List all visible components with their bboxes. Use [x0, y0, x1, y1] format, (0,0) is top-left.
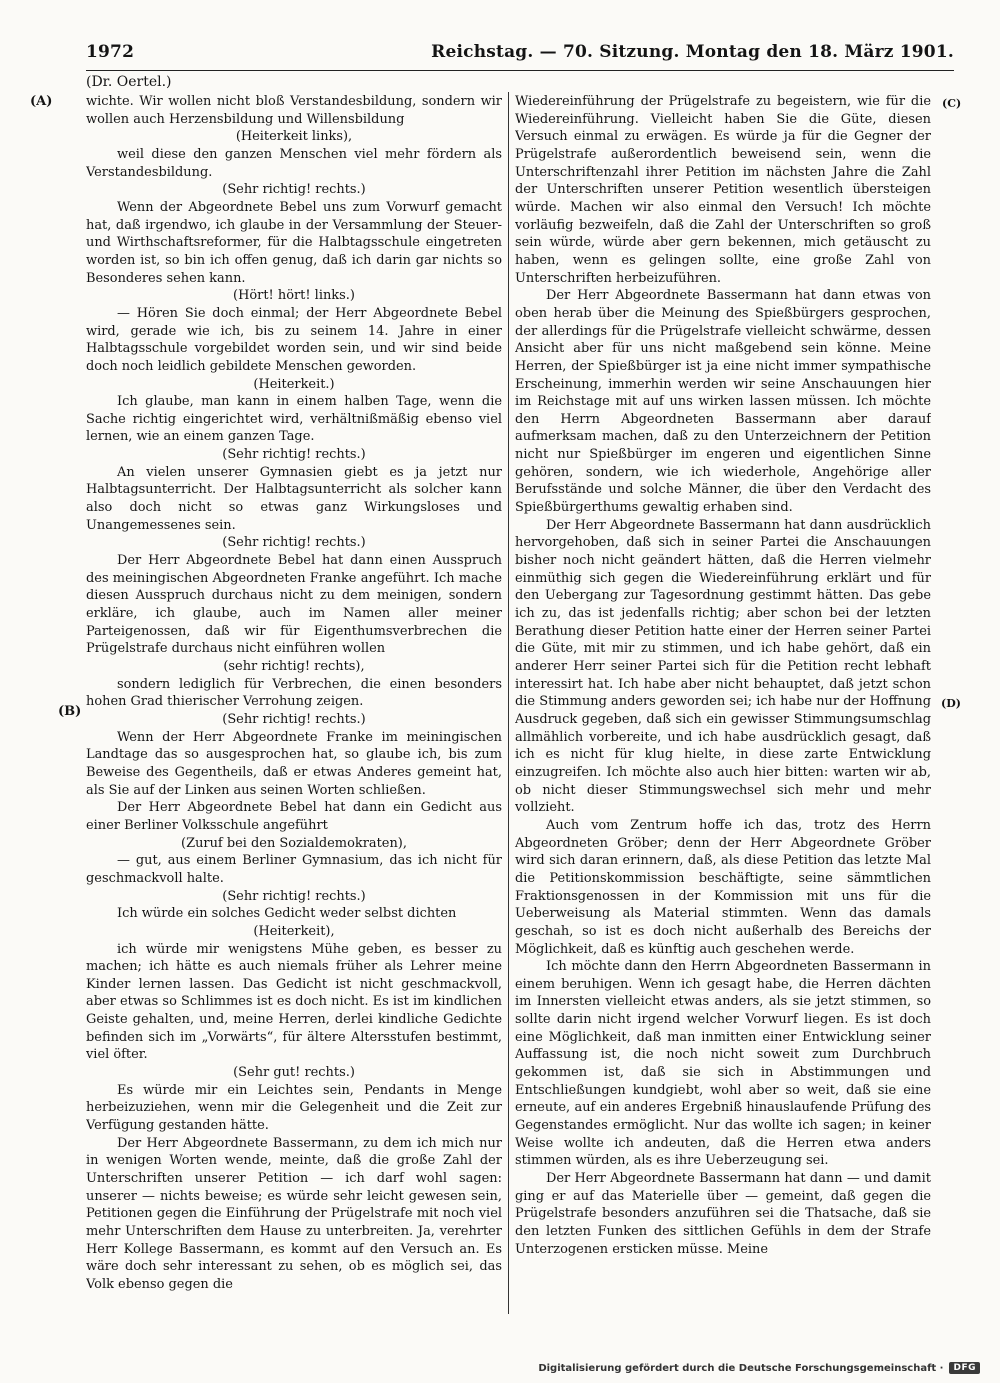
paragraph: Der Herr Abgeordnete Bassermann, zu dem ich mich nur in wenigen Worten wende, meinte, daß die große Zahl der Unterschriften unserer Petition — ich darf wohl sagen: unserer — nichts beweise; es würde sehr leicht gewesen sein, Petitionen gegen die Einführung der Prügelstrafe mit noch viel mehr Unterschriften dem Hause zu unterbreiten. Ja, verehrter Herr Kollege Bassermann, es kommt auf den Versuch an. Es wäre doch sehr interessant zu sehen, ob es möglich sei, das Volk ebenso gegen die	[86, 1135, 502, 1292]
interjection: (sehr richtig! rechts),	[223, 659, 365, 674]
page-number: 1972	[86, 42, 135, 62]
paragraph: Auch vom Zentrum hoffe ich das, trotz des Herrn Abgeordneten Gröber; denn der Herr Abgeordnete Gröber wird sich daran erinnern, daß, als diese Petition das letzte Mal die Petitionskommission beschäftigte, seine sämmtlichen Fraktionsgenossen in der Kommission mit uns für die Ueberweisung als Material stimmten. Wenn das damals geschah, so ist es doch nicht außerhalb des Bereichs der Möglichkeit, daß es künftig auch geschehen werde.	[515, 817, 931, 957]
margin-mark-b: (B)	[58, 704, 82, 719]
footer	[538, 1362, 980, 1374]
interjection: (Sehr richtig! rechts.)	[222, 182, 366, 198]
paragraph: Wiedereinführung der Prügelstrafe zu begeistern, wie für die Wiedereinführung. Vielleicht haben Sie die Güte, diesen Versuch einmal zu erwägen. Es würde ja für die Gegner der Prügelstrafe außerordentlich beweisend sein, wenn die Unterschriftenzahl ihrer Petition im nächsten Jahre die Zahl der Unterschriften unserer Petition wesentlich übersteigen würde. Machen wir also einmal den Versuch! Ich möchte vorläufig bezweifeln, daß die Zahl der Unterschriften so groß sein würde, würde aber gern bekennen, mich getäuscht zu haben, wenn es gelingen sollte, eine große Zahl von Unterschriften herbeizuführen.	[515, 94, 931, 286]
paragraph: Wenn der Abgeordnete Bebel uns zum Vorwurf gemacht hat, daß irgendwo, ich glaube in der Versammlung der Steuer- und Wirthschaftsreformer, für die Halbtagsschule eingetreten worden ist, so bin ich offen genug, daß ich darin gar nichts so Besonderes sehen kann.	[86, 199, 502, 286]
paragraph: — gut, aus einem Berliner Gymnasium, das ich nicht für geschmackvoll halte.	[86, 853, 502, 886]
paragraph: Es würde mir ein Leichtes sein, Pendants in Menge herbeizuziehen, wenn mir die Gelegenheit und die Zeit zur Verfügung gestanden hätte.	[86, 1082, 502, 1134]
paragraph: Der Herr Abgeordnete Bebel hat dann einen Ausspruch des meiningischen Abgeordneten Franke angeführt. Ich mache diesen Ausspruch durchaus nicht zu dem meinigen, sondern erkläre, ich glaube, auch im Namen aller meiner Parteigenossen, daß wir für Eigenthumsverbrechen die Prügelstrafe durchaus nicht einführen wollen	[86, 553, 502, 657]
paragraph: — Hören Sie doch einmal; der Herr Abgeordnete Bebel wird, gerade wie ich, bis zu seinem 14. Jahre in einer Halbtagsschule vorgebildet worden sein, und wir sind beide doch noch leidlich gebildete Menschen geworden.	[86, 305, 502, 374]
interjection: (Sehr gut! rechts.)	[233, 1065, 355, 1081]
interjection: (Sehr richtig! rechts.)	[222, 447, 366, 463]
dfg-logo: DFG	[949, 1362, 980, 1374]
paragraph: Ich glaube, man kann in einem halben Tage, wenn die Sache richtig eingerichtet wird, verhältnißmäßig ebenso viel lernen, wie an einem ganzen Tage.	[86, 394, 502, 445]
paragraph: Der Herr Abgeordnete Bassermann hat dann ausdrücklich hervorgehoben, daß sich in seiner Partei die Anschauungen bisher noch nicht geändert hätten, daß die Herren vielmehr einmüthig sich gegen die Wiedereinführung erklärt und für den Uebergang zur Tagesordnung gestimmt hätten. Das gebe ich zu, das ist jedenfalls richtig; aber schon bei der letzten Berathung dieser Petition hatte einer der Herren seiner Partei die Güte, mit mir zu stimmen, und ich habe gehört, daß ein anderer Herr seiner Partei sich für die Petition recht lebhaft interessirt hat. Ich habe aber nicht behauptet, daß jetzt schon die Stimmung anders geworden sei; ich habe nur der Hoffnung Ausdruck gegeben, daß sich ein gewisser Stimmungsumschlag allmählich vorbereite, und ich habe ausdrücklich gesagt, daß ich es nicht für klug hielte, in diese zarte Entwicklung einzugreifen. Ich möchte also auch hier bitten: warten wir ab, ob nicht dieser Stimmungswechsel sich mehr und mehr vollzieht.	[515, 517, 931, 816]
speaker-note: (Dr. Oertel.)	[86, 74, 172, 90]
paragraph: Der Herr Abgeordnete Bebel hat dann ein Gedicht aus einer Berliner Volksschule angeführt	[86, 800, 502, 833]
footer-credit: Digitalisierung gefördert durch die Deutsche Forschungsgemeinschaft ·	[538, 1362, 944, 1374]
right-column	[515, 93, 931, 1310]
margin-mark-d: (D)	[941, 697, 961, 710]
paragraph: weil diese den ganzen Menschen viel mehr fördern als Verstandesbildung.	[86, 146, 502, 180]
running-title: Reichstag. — 70. Sitzung. Montag den 18. März 1901.	[431, 42, 954, 62]
paragraph: sondern lediglich für Verbrechen, die einen besonders hohen Grad thierischer Verrohung zeigen.	[86, 676, 502, 710]
interjection: (Sehr richtig! rechts.)	[222, 711, 366, 727]
paragraph: wichte. Wir wollen nicht bloß Verstandesbildung, sondern wir wollen auch Herzensbildung und Willensbildung	[86, 94, 502, 127]
paragraph: An vielen unserer Gymnasien giebt es ja jetzt nur Halbtagsunterricht. Der Halbtagsunterricht als solcher kann also doch nicht so etwas ganz Wirkungsloses und Unangemessenes sein.	[86, 464, 502, 533]
interjection: (Heiterkeit),	[253, 923, 335, 939]
left-column	[86, 93, 502, 1310]
interjection: (Hört! hört! links.)	[233, 288, 355, 304]
paragraph: Wenn der Herr Abgeordnete Franke im meiningischen Landtage das so ausgesprochen hat, so glaube ich, bis zum Beweise des Gegentheils, daß er etwas Anderes gemeint hat, als Sie auf der Linken aus seinen Worten schließen.	[86, 729, 502, 798]
column-divider	[508, 92, 509, 1314]
margin-mark-c: (C)	[942, 97, 962, 110]
paragraph: Der Herr Abgeordnete Bassermann hat dann etwas von oben herab über die Meinung des Spießbürgers gesprochen, der allerdings für die Prügelstrafe vielleicht schwärme, dessen Ansicht aber für uns nicht maßgebend sein könne. Meine Herren, der Spießbürger ist ja eine nicht immer sympathische Erscheinung, immerhin werden wir seine Anschauungen hier im Reichstage mit auf uns wirken lassen müssen. Ich möchte den Herrn Abgeordneten Bassermann aber darauf aufmerksam machen, daß zu den Unterzeichnern der Petition nicht nur Spießbürger im engeren und eigentlichen Sinne gehören, sondern, wie ich wiederhole, Angehörige aller Berufsstände und solche Männer, die über den Verdacht des Spießbürgerthums gewaltig erhaben sind.	[515, 288, 931, 516]
interjection: (Zuruf bei den Sozialdemokraten),	[181, 835, 407, 851]
paragraph: ich würde mir wenigstens Mühe geben, es besser zu machen; ich hätte es auch niemals früher als Lehrer meine Kinder lernen lassen. Das Gedicht ist nicht geschmackvoll, aber etwas so Schlimmes ist es doch nicht. Es ist im kindlichen Geiste gehalten, und, meine Herren, derlei kindliche Gedichte befinden sich im „Vorwärts“, für ältere Altersstufen bestimmt, viel öfter.	[86, 941, 502, 1063]
paragraph: Ich möchte dann den Herrn Abgeordneten Bassermann in einem beruhigen. Wenn ich gesagt habe, die Herren dächten im Innersten vielleicht etwas anders, als sie jetzt stimmen, so sollte darin nicht irgend welcher Vorwurf liegen. Es ist doch eine Möglichkeit, daß man inmitten einer Entwicklung seiner Auffassung ist, die noch nicht soweit zum Durchbruch gekommen ist, daß sie sich in Abstimmungen und Entschließungen kundgiebt, wohl aber so weit, daß sie eine erneute, auf ein anderes Ergebniß hinauslaufende Prüfung des Gegenstandes ermöglicht. Nur das wollte ich sagen; in keiner Weise wollte ich andeuten, daß die Herren etwa anders stimmen würden, als es ihre Ueberzeugung sei.	[515, 959, 931, 1169]
interjection: (Heiterkeit.)	[253, 376, 335, 392]
margin-mark-a: (A)	[30, 94, 53, 109]
interjection: (Heiterkeit links),	[235, 129, 353, 145]
interjection: (Sehr richtig! rechts.)	[222, 888, 366, 904]
paragraph: Der Herr Abgeordnete Bassermann hat dann — und damit ging er auf das Materielle über — gemeint, daß gegen die Prügelstrafe besonders anzuführen sei die Thatsache, daß sie den letzten Funken des sittlichen Gefühls in dem der Strafe Unterzogenen ersticken müsse. Meine	[515, 1171, 931, 1257]
interjection: (Sehr richtig! rechts.)	[222, 535, 366, 551]
page-header	[86, 42, 954, 71]
paragraph: Ich würde ein solches Gedicht weder selbst dichten	[117, 906, 457, 922]
